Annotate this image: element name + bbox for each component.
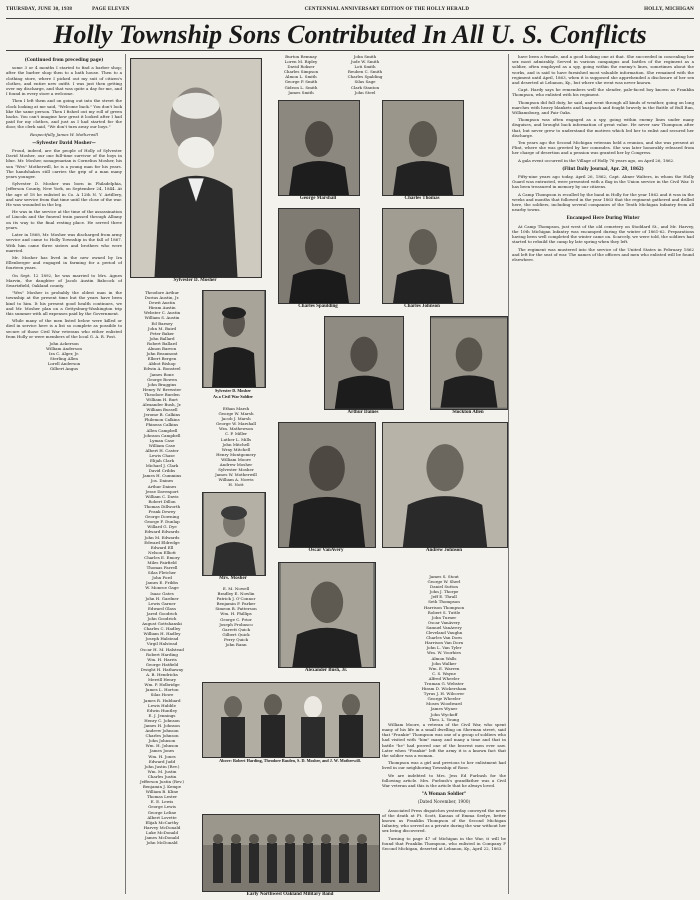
paragraph: A Camp Thompson is recalled by the band in Holly for the year 1862 and it was in the weeks and months that followed in the year 1863 that the regiment gathered and drilled here, the soldiers, including several companies of the Tenth Michigan Infantry from all nearby towns.: [512, 191, 694, 213]
caption-daines: Arthur Daines: [347, 410, 379, 415]
veteran-name: H. Nott: [228, 482, 244, 486]
veteran-name: Lyman Case: [149, 437, 175, 443]
paragraph: Fifty-nine years ago today, April 26, 1862, Capt. Abner Walters, in whom the Holly Guard was entrusted, were presented with a flag in the Union service in the Civil War. It has been treasured in memory by our citizens.: [512, 174, 694, 190]
veteran-name: John Steel: [354, 89, 376, 95]
veteran-name: Silas Fletcher: [147, 570, 177, 576]
veteran-name: Virgil Halstead: [146, 641, 178, 647]
veteran-name: Edward Eldredge: [144, 539, 180, 545]
veteran-name: William Case: [148, 442, 176, 448]
veteran-name: John Braggins: [147, 381, 177, 387]
veteran-name: Charles Johnson: [145, 733, 179, 739]
veteran-name: Wm. M. Justin: [147, 768, 177, 774]
veteran-name: John Turner: [431, 614, 457, 620]
veteran-name: George W. Sherl: [427, 579, 461, 585]
veteran-name: Henry W. Brewster: [142, 386, 182, 392]
paragraph: Turning to page 47 of Michigan in the War, it will be found that Franklin Thompson, who enlisted in Company F Second Michigan, deserted at Lebanon, Ky., April 22, 1863.: [382, 835, 506, 851]
caption-marshall: George Marshall: [299, 196, 337, 201]
veteran-name: Joseph Halstead: [145, 636, 179, 642]
veteran-name: Tyrus J. H. Wilcover: [423, 691, 465, 697]
article-column-6: [512, 54, 694, 894]
masthead: [6, 0, 694, 19]
veteran-name: Luther L. Mills: [220, 436, 252, 442]
veteran-name: Oscar VanAvery: [427, 619, 461, 625]
veteran-name: Andrew Mosher: [219, 462, 253, 468]
paragraph: Later in 1868, Mr. Mosher was discharged from army service and came to Holly Township in the fall of 1867. With him came three sisters and brothers who were married.: [6, 232, 122, 253]
veteran-name: Miles Fairfield: [147, 559, 177, 565]
veteran-name-list: [336, 54, 394, 98]
veteran-name: Nelson Elliott: [148, 549, 176, 555]
veteran-name: Wm. E. Warren: [428, 665, 460, 671]
article-column-1: [6, 54, 122, 894]
veteran-name: John M. Edwards: [144, 534, 180, 540]
veteran-name: Almon Barron: [147, 346, 177, 352]
veteran-name: Ira C. Alger, Jr.: [48, 351, 80, 357]
caption-spaulding: Charles Spaulding: [298, 304, 338, 309]
veteran-name: William B. Kline: [145, 789, 179, 795]
veteran-name: Charles C. Hadley: [143, 626, 181, 632]
veteran-name: John Walker: [431, 660, 457, 666]
portrait-photo-johnson: [382, 208, 464, 304]
veteran-name: Gideon L. Smith: [284, 84, 318, 90]
veteran-name: John Ackerson: [49, 340, 79, 346]
veteran-name: August Gottshanski: [142, 621, 182, 627]
veteran-name: Jared Goodrich: [146, 610, 178, 616]
veteran-name: A. B. Hendricks: [146, 672, 178, 678]
veteran-name: James S. Stout: [429, 574, 459, 579]
veteran-name: Harvey McDonald: [143, 824, 181, 830]
paragraph: "Wes" Mosher is probably the oldest man in the township at the present time but the years have been kind to him. It his present good health continues, we and Mr. Mosher plan on a Gettysburg-Washington trip this summer with all expenses paid by the Government.: [6, 290, 122, 316]
paragraph: Then I left them and on going out into the street the clock looking at me said, "Welcome back." You don't look like the same person. Then I fished out my roll of green backs. You can't imagine how great it looked after I had paid for my clothes, and just as I had started for the door, the clerk said, "We don't turn away our boys.": [6, 98, 122, 130]
paragraph: Ten years ago the Second Michigan veterans held a reunion, and she was present at Flint, where she was greeted by her comrades. She was later honorably released from her charge of desertion and a pension was granted her by Congress.: [512, 140, 694, 156]
veteran-name: Andrew Johnson: [145, 728, 179, 734]
paragraph: He was in the service at the time of the assassination of Lincoln and the funeral train passed through Albany on its way to the final resting place. He served three years.: [6, 209, 122, 230]
paragraph: At Camp Thompson, just west of the old cemetery on Stoddard St., and Mr. Harvey, the 10th Michigan Infantry was encamped during the winter of 1861-62. Preparations having been well completed the winter came on. Scarcely, we were told, the soldiers had started to rebuild the camp by late spring when they left.: [512, 223, 694, 245]
veteran-name: Edward Judd: [148, 758, 176, 764]
veteran-name: John M. Baird: [147, 325, 177, 331]
veteran-name: E. J. Jennings: [148, 712, 176, 718]
veteran-name: Robert Harding: [146, 651, 178, 657]
veteran-name: Cleveland Vaughn: [425, 630, 463, 636]
veteran-name: Wm. H. Johnson: [145, 743, 179, 749]
sub-heading: Encamped Here During Winter: [566, 215, 640, 221]
veteran-name: Jerome B. Calkins: [143, 412, 181, 418]
veteran-name: Reuben C. Smith: [347, 69, 383, 75]
veteran-name: Allen Campbell: [146, 427, 178, 433]
paragraph: The regiment was mustered into the service of the United States in February 1862 and left for the seat of war. The names of the officers and men who enlisted will be found elsewhere.: [512, 246, 694, 262]
veteran-name: Lewis Chase: [149, 453, 175, 458]
portrait-photo-bush: [278, 562, 376, 668]
veteran-name: George W. Marshall: [215, 421, 256, 427]
veteran-name-list: [130, 290, 194, 894]
sub-heading: (Flint Daily Journal, Apr. 28, 1862): [562, 165, 644, 171]
paragraph: Mr. Mosher has lived in the new owned by Ira Ellenberger and engaged in farming for a period of fourteen years.: [6, 254, 122, 271]
veteran-name: James Wyner: [430, 706, 458, 712]
veteran-name-list: [6, 341, 122, 372]
veteran-name: William Anderson: [46, 346, 82, 352]
caption-mosher: Sylvester D. Mosher: [173, 278, 217, 283]
veteran-name: David Cribbs: [148, 468, 176, 474]
veteran-name: Philemon Calkins: [144, 417, 180, 423]
veteran-name: George Downing: [144, 514, 180, 520]
veteran-name: John Smith: [353, 54, 377, 59]
veteran-name-list: [382, 574, 506, 722]
veteran-name: Sterling Allen: [50, 356, 78, 362]
sub-heading: "A Woman Soldier": [421, 791, 467, 797]
veteran-name: James L. Horton: [145, 687, 179, 693]
veteran-name: Charles Van Dorn: [426, 635, 462, 641]
caption-mrs-mosher: Mrs. Mosher: [219, 576, 247, 581]
paragraph: Thompson did full duty, he said, and went through all kinds of weather, going on long marches with heavy blankets and knapsack and fought bravely in the Battle of Bull Run, Williamsburg, and Fair Oaks.: [512, 99, 694, 116]
column-rule: [508, 54, 509, 894]
veteran-name: Almon Walls: [431, 655, 457, 661]
veteran-name: Robert Ballard: [147, 340, 177, 346]
veteran-name: Wm. W. Voorhies: [427, 650, 461, 656]
portrait-photo-allen: [430, 316, 508, 410]
veteran-name: Jeff E. Thrall: [431, 594, 457, 600]
portrait-photo-mosher: [130, 58, 262, 278]
veteran-name: Loren M. Ripley: [284, 59, 318, 65]
paragraph: Thompson was often engaged as a spy, going within enemy lines under many disguises, and brought back information of great value. He never saw Thompson after that, but never grew to understand the motives which led her to enlist and secured her discharge.: [512, 117, 694, 138]
veteran-name: Theo. L. Young: [428, 716, 460, 722]
veteran-name: William Bussell: [146, 407, 178, 413]
veteran-name: Lewis Garner: [148, 600, 176, 606]
paragraph: Sylvester D. Mosher was born in Philadelphia, Jefferson County, New York, on September 24, 1844. At the age of 18 he enlisted in Co. A 12th N. Y. Artillery, and saw service from that time until the close of the war. He was wounded in the leg.: [6, 181, 122, 208]
veteran-name: Lewis Hubble: [148, 702, 176, 708]
signature-text: Respectfully James W. Motherwill: [29, 131, 98, 137]
veteran-name: Truman G. Webster: [424, 680, 464, 686]
article-column-5: [382, 574, 506, 894]
veteran-name: Bradley E. Nowlin: [217, 591, 255, 597]
caption-vanavery: Oscar VanAvery: [308, 548, 344, 553]
portrait-photo-vanavery: [278, 422, 376, 548]
veteran-name: George Bowen: [147, 376, 177, 382]
veteran-name: George C. Prior: [220, 616, 252, 622]
veteran-name: Charles Simpson: [283, 69, 319, 75]
paragraph: Thompson was a girl and previous to her enlistment had lived in our neighboring Township of Rose.: [382, 760, 506, 771]
veteran-name: John Justin (Rev.): [144, 763, 180, 769]
veteran-name-list: [202, 586, 270, 674]
caption-andrew-johnson: Andrew Johnson: [425, 548, 463, 553]
portrait-photo-thomas: [382, 100, 464, 196]
veteran-name: Merrill Henry: [148, 677, 176, 683]
veteran-name: Moses Woodward: [426, 701, 462, 707]
veteran-name: Henry Montgomery: [216, 451, 256, 457]
veteran-name: Thomas Farrell: [146, 565, 178, 571]
paragraph: While many of the men listed below were killed or died in service here is a list so complete as possible to secure of those Civil War veterans who either enlisted from Holly or were members of the local G. A. R. Post.: [6, 318, 122, 339]
veteran-name: Gilbert Angus: [49, 366, 79, 372]
portrait-photo-daines: [324, 316, 404, 410]
veteran-name: Perry Quick: [223, 636, 249, 642]
veteran-name: Dorius Austin, Jr.: [144, 295, 180, 301]
paragraph: A gala event occurred in the Village of Holly 76 years ago, on April 26, 1862.: [518, 157, 675, 163]
veteran-name: Wm. H. Phillips: [220, 611, 252, 617]
veteran-name: Webster C. Austin: [143, 310, 181, 316]
veteran-name: Wray Mitchell: [221, 446, 251, 452]
page-number: PAGE ELEVEN: [92, 6, 130, 12]
veteran-name: Loti Smith: [354, 64, 376, 70]
veteran-name: Patrick J. O'Connor: [216, 596, 256, 602]
veteran-name: John Goodrich: [147, 616, 177, 621]
veteran-name: Benjamin F. Parker: [216, 601, 256, 607]
band-photo: [202, 814, 380, 892]
veteran-name: Simeon B. Patterson: [215, 606, 257, 612]
place-name: HOLLY, MICHIGAN: [644, 6, 694, 12]
veteran-name: Peter Baker: [149, 330, 175, 336]
veteran-name: Charles Spalding: [347, 74, 383, 80]
veteran-name: C. S. Wayne: [432, 670, 456, 676]
veteran-name: Daniel Sutton: [430, 584, 458, 590]
veteran-name: James Jones: [149, 748, 175, 754]
veteran-name: James Smith: [288, 89, 314, 95]
veteran-name: Alexander Bush, Jr.: [142, 402, 182, 408]
veteran-name: James Bone: [150, 371, 174, 377]
veteran-name: Benjamin J. Kempe: [142, 784, 182, 790]
veteran-name: E. M. Nowell: [222, 586, 250, 591]
veteran-name: Jos. Daines: [150, 478, 174, 484]
soldier-portrait-image: [203, 291, 265, 387]
veteran-name: Henry C. Johnson: [144, 717, 180, 723]
paragraph: Capt. Hardy says he remembers well the slender, pale-faced boy known as Franklin Thompson, who enlisted with his regiment.: [512, 87, 694, 98]
veteran-name-list: [272, 54, 330, 98]
veteran-name: Lorell Anderson: [47, 361, 81, 367]
veteran-name: Seth Thompson: [428, 599, 460, 605]
veteran-name: John Ford: [152, 575, 172, 581]
veteran-name: John Ballard: [149, 335, 175, 341]
newspaper-page: [6, 54, 694, 897]
veteran-name: Dewit Austin: [148, 300, 176, 306]
veteran-name: James R. Hubbard: [143, 697, 181, 703]
veteran-name: Abbot Bishop: [148, 361, 176, 367]
veteran-name: Elijah McCarthy: [145, 819, 179, 825]
veteran-name: George Hatfield: [145, 661, 179, 667]
veteran-name: Charles Justin: [147, 773, 177, 779]
veteran-name: C. P. Miller: [224, 431, 248, 437]
veteran-name: Jacob J. Marsh: [221, 416, 251, 422]
veteran-name: Garrett Quick: [221, 626, 251, 632]
portrait-photo-andrew-johnson: [382, 422, 508, 548]
veteran-name: W. Monroe Gage: [145, 585, 179, 591]
page-headline: Holly Township Sons Contributed In All U. S. Conflicts: [6, 20, 694, 51]
veteran-name: James H. Johnson: [144, 722, 180, 728]
issue-date: THURSDAY, JUNE 30, 1938: [6, 6, 73, 12]
paragraph: We are indebted to Mrs. Jess Ed Furbush for the following article. Mrs. Furbush's grandfather was a Civil War veteran and this is the article that he always loved.: [382, 772, 506, 788]
veteran-name: Edwin Huntley: [146, 707, 178, 713]
veteran-name: Jude W. Smith: [350, 59, 380, 65]
veteran-name: William C. Davis: [145, 493, 179, 499]
veteran-name: Almon L. Smith: [285, 74, 317, 80]
veteran-name: Johnson Campbell: [143, 432, 181, 438]
paragraph: some 3 or 4 months I started to find a barber shop; after the barber shop then to a bath house. Then to a clothing store, where I picked out my suit of citizen's clothes, and entire new outfit. I was just then getting over my discharge, and that was quite a day for me, and I found in every store a welcome.: [6, 65, 122, 97]
caption-johnson: Charles Johnson: [404, 304, 440, 309]
veteran-name: Jesse Davenport: [145, 488, 179, 494]
veteran-name: George W. Marsh: [218, 411, 254, 417]
veteran-name: William S. Austin: [144, 315, 180, 321]
veteran-name: Harrison Thompson: [423, 604, 465, 610]
paragraph: On Sept. 12 1892, he was married to Mrs. Agnes Marvin, the daughter of Jacob Austin Babcock of Swartzfield, Oakland county.: [6, 272, 122, 288]
veteran-name: George Leline: [147, 809, 177, 815]
veteran-name: James W. Motherwill: [215, 472, 257, 478]
caption-thomas: Charles Thomas: [404, 196, 440, 201]
veteran-name: Elijah Clark: [149, 458, 174, 464]
veteran-name: Wm. H. Jones: [148, 753, 176, 759]
sub-heading-date: (Dated November, 1900): [417, 799, 471, 805]
veteran-name: Harrison Van Dorn: [424, 640, 464, 646]
veteran-name: Albert H. Caster: [145, 447, 179, 453]
portrait-photo-spaulding: [278, 208, 360, 304]
veteran-name: John Rann: [225, 642, 247, 648]
veteran-name: Gilbert Quick: [222, 631, 250, 637]
caption-mosher-soldier: Sylvester D. Mosher As a Civil War Soldier: [212, 388, 254, 399]
paragraph: William Moore, a veteran of the Civil War, who spent many of his life in a small dwelling on Sherman street, said that "Frankie" Thompson was one of a group of soldiers who had visited with "him" many and many a time and that in battle "he" had proved one of the bravest men ever saw. Later when "Frankie" left the army it is a known fact that the soldier was a woman.: [382, 721, 506, 758]
portrait-photo-marshall: [278, 100, 360, 196]
veteran-name: William H. Hadley: [143, 631, 181, 637]
caption-bush: Alexander Bush, Jr.: [304, 668, 348, 673]
veteran-name: Arthur Daines: [147, 483, 177, 489]
veteran-name: Burton Remnay: [285, 54, 317, 59]
veteran-name: Ed Barney: [151, 320, 173, 326]
veteran-name: William Moore: [221, 456, 251, 462]
veteran-name: Phineas Calkins: [145, 422, 179, 428]
veteran-name: James McDonald: [144, 835, 180, 841]
veteran-name: Dwight H. Hathaway: [140, 666, 184, 672]
veteran-name: Wm. Mathewson: [219, 426, 253, 432]
paragraph: Proud, indeed, are the people of Holly of Sylvester David Mosher, our one full-time survivor of the boys in blue. Mr. Mosher, nonagenarian is Cornelius Mosher, his son "Wes" Motherwill, he is a young man for his years. The handshakes still carries the grip of a man many years younger.: [6, 148, 122, 180]
veteran-name: John H. Gardner: [145, 595, 179, 601]
veteran-name: Joseph Probasco: [219, 621, 253, 627]
veteran-name: Edwin A. Bonsteel: [143, 366, 181, 372]
veteran-name: Wm. H. Harris: [147, 656, 177, 662]
veteran-name: George Lewis: [148, 804, 176, 810]
veteran-name: Thomas Dillworth: [143, 503, 181, 509]
paragraph: Associated Press dispatches yesterday conveyed the news of the death at Ft. Scott, Kansas of Emma Seelye, better known as Franklin Thompson of the Second Michigan Infantry, who served as a private during the war without her sex being discovered.: [382, 807, 506, 834]
veteran-name: John Mitchell: [222, 441, 250, 447]
group-photo: [202, 682, 380, 758]
veteran-name: Silas Howe: [150, 692, 174, 698]
veteran-name: Jefferson Justin (Rev.): [140, 779, 184, 784]
veteran-name: Thomas Lester: [146, 794, 178, 800]
caption-group: Above: Robert Harding, Theodore Basden, S. D. Mosher, and J. W. Motherwill.: [219, 758, 361, 763]
veteran-name: William H. Burt: [146, 396, 178, 402]
veteran-name: Oscar H. M. Halstead: [140, 646, 184, 652]
veteran-name: Clark Stanton: [350, 84, 380, 90]
veteran-name: Edward Ell: [150, 544, 174, 550]
veteran-name: John Johnson: [148, 738, 176, 744]
veteran-name: Ethan Marsh: [222, 406, 250, 411]
veteran-name: Hiram D. Wickersham: [421, 686, 467, 692]
veteran-name: Luke McDonald: [145, 829, 179, 835]
veteran-name: Silas Sage: [354, 79, 376, 85]
veteran-name: Edward Edwards: [144, 529, 180, 535]
portrait-photo-mosher-soldier: [202, 290, 266, 388]
veteran-name: Frank Dewey: [148, 509, 176, 515]
veteran-name: John J. Thorpe: [429, 589, 459, 595]
veteran-name: Theodore Burden: [144, 391, 180, 397]
veteran-name: Wm. P. Holbridge: [144, 682, 180, 688]
veteran-name: Robert S. Tuttle: [427, 609, 461, 615]
veteran-name: William A. Norris: [218, 477, 254, 483]
veteran-name: George Wheeler: [427, 696, 461, 702]
woman-portrait-image: [203, 493, 265, 575]
veteran-name: Michael J. Clark: [145, 463, 179, 469]
veteran-name: Isaac Gates: [150, 590, 174, 596]
veteran-name: Alfred Wheeler: [428, 675, 460, 681]
caption-band: Early Northwest Oakland Military Band: [246, 892, 334, 897]
veteran-name: Edward Glass: [148, 605, 176, 611]
sub-heading: —Sylvester David Mosher—: [32, 139, 96, 145]
veteran-name: David Rokser: [287, 64, 315, 70]
veteran-name-list: [202, 406, 270, 486]
portrait-photo-mrs-mosher: [202, 492, 266, 576]
veteran-name: Sylvester Mosher: [218, 467, 254, 473]
veteran-name: James E. Fribbs: [145, 580, 179, 586]
veteran-name: George F. Dunlap: [144, 519, 180, 525]
old-man-portrait-image: [131, 59, 261, 277]
veteran-name: Theodore Arthur: [144, 290, 179, 295]
veteran-name: Samuel VanAvery: [426, 624, 462, 630]
veteran-name: Charles E. Emory: [144, 554, 180, 560]
veteran-name: Robert Dillon: [148, 498, 176, 504]
veteran-name: Elbert Bergen: [147, 356, 177, 362]
edition-title: CENTENNIAL ANNIVERSARY EDITION OF THE HOLLY HERALD: [304, 6, 470, 12]
veteran-name: John Wyckoff: [430, 711, 458, 717]
veteran-name: John McDonald: [146, 840, 178, 846]
column-rule: [125, 54, 126, 894]
veteran-name: Hiram Austin: [148, 305, 176, 311]
veteran-name: George P. Smith: [284, 79, 318, 85]
veteran-name: James H. Cummins: [142, 473, 182, 479]
veteran-name: Albert Lovette: [147, 814, 177, 820]
paragraph: have been a female, and a good looking one at that. She succeeded in concealing her sex most admirably. Served in various campaigns and battles of the regiment as a soldier, often employed as a spy, going within the enemy's lines, sometimes about the works, and is said to have furnished most valuable information. She remained with the regiment until April, 1863, when it is supposed she apprehended a disclosure of her sex and deserted at Lebanon, Ky., but where she went was never known.: [512, 54, 694, 86]
caption-allen: Stockton Allen: [452, 410, 484, 415]
veteran-name: John L. Van Tyler: [426, 645, 462, 651]
continued-note: (Continued from preceding page): [24, 57, 104, 62]
veteran-name: John Beaumont: [146, 351, 178, 357]
veteran-name: Willard G. Dye: [147, 524, 177, 530]
veteran-name: E. E. Lewis: [150, 799, 174, 805]
